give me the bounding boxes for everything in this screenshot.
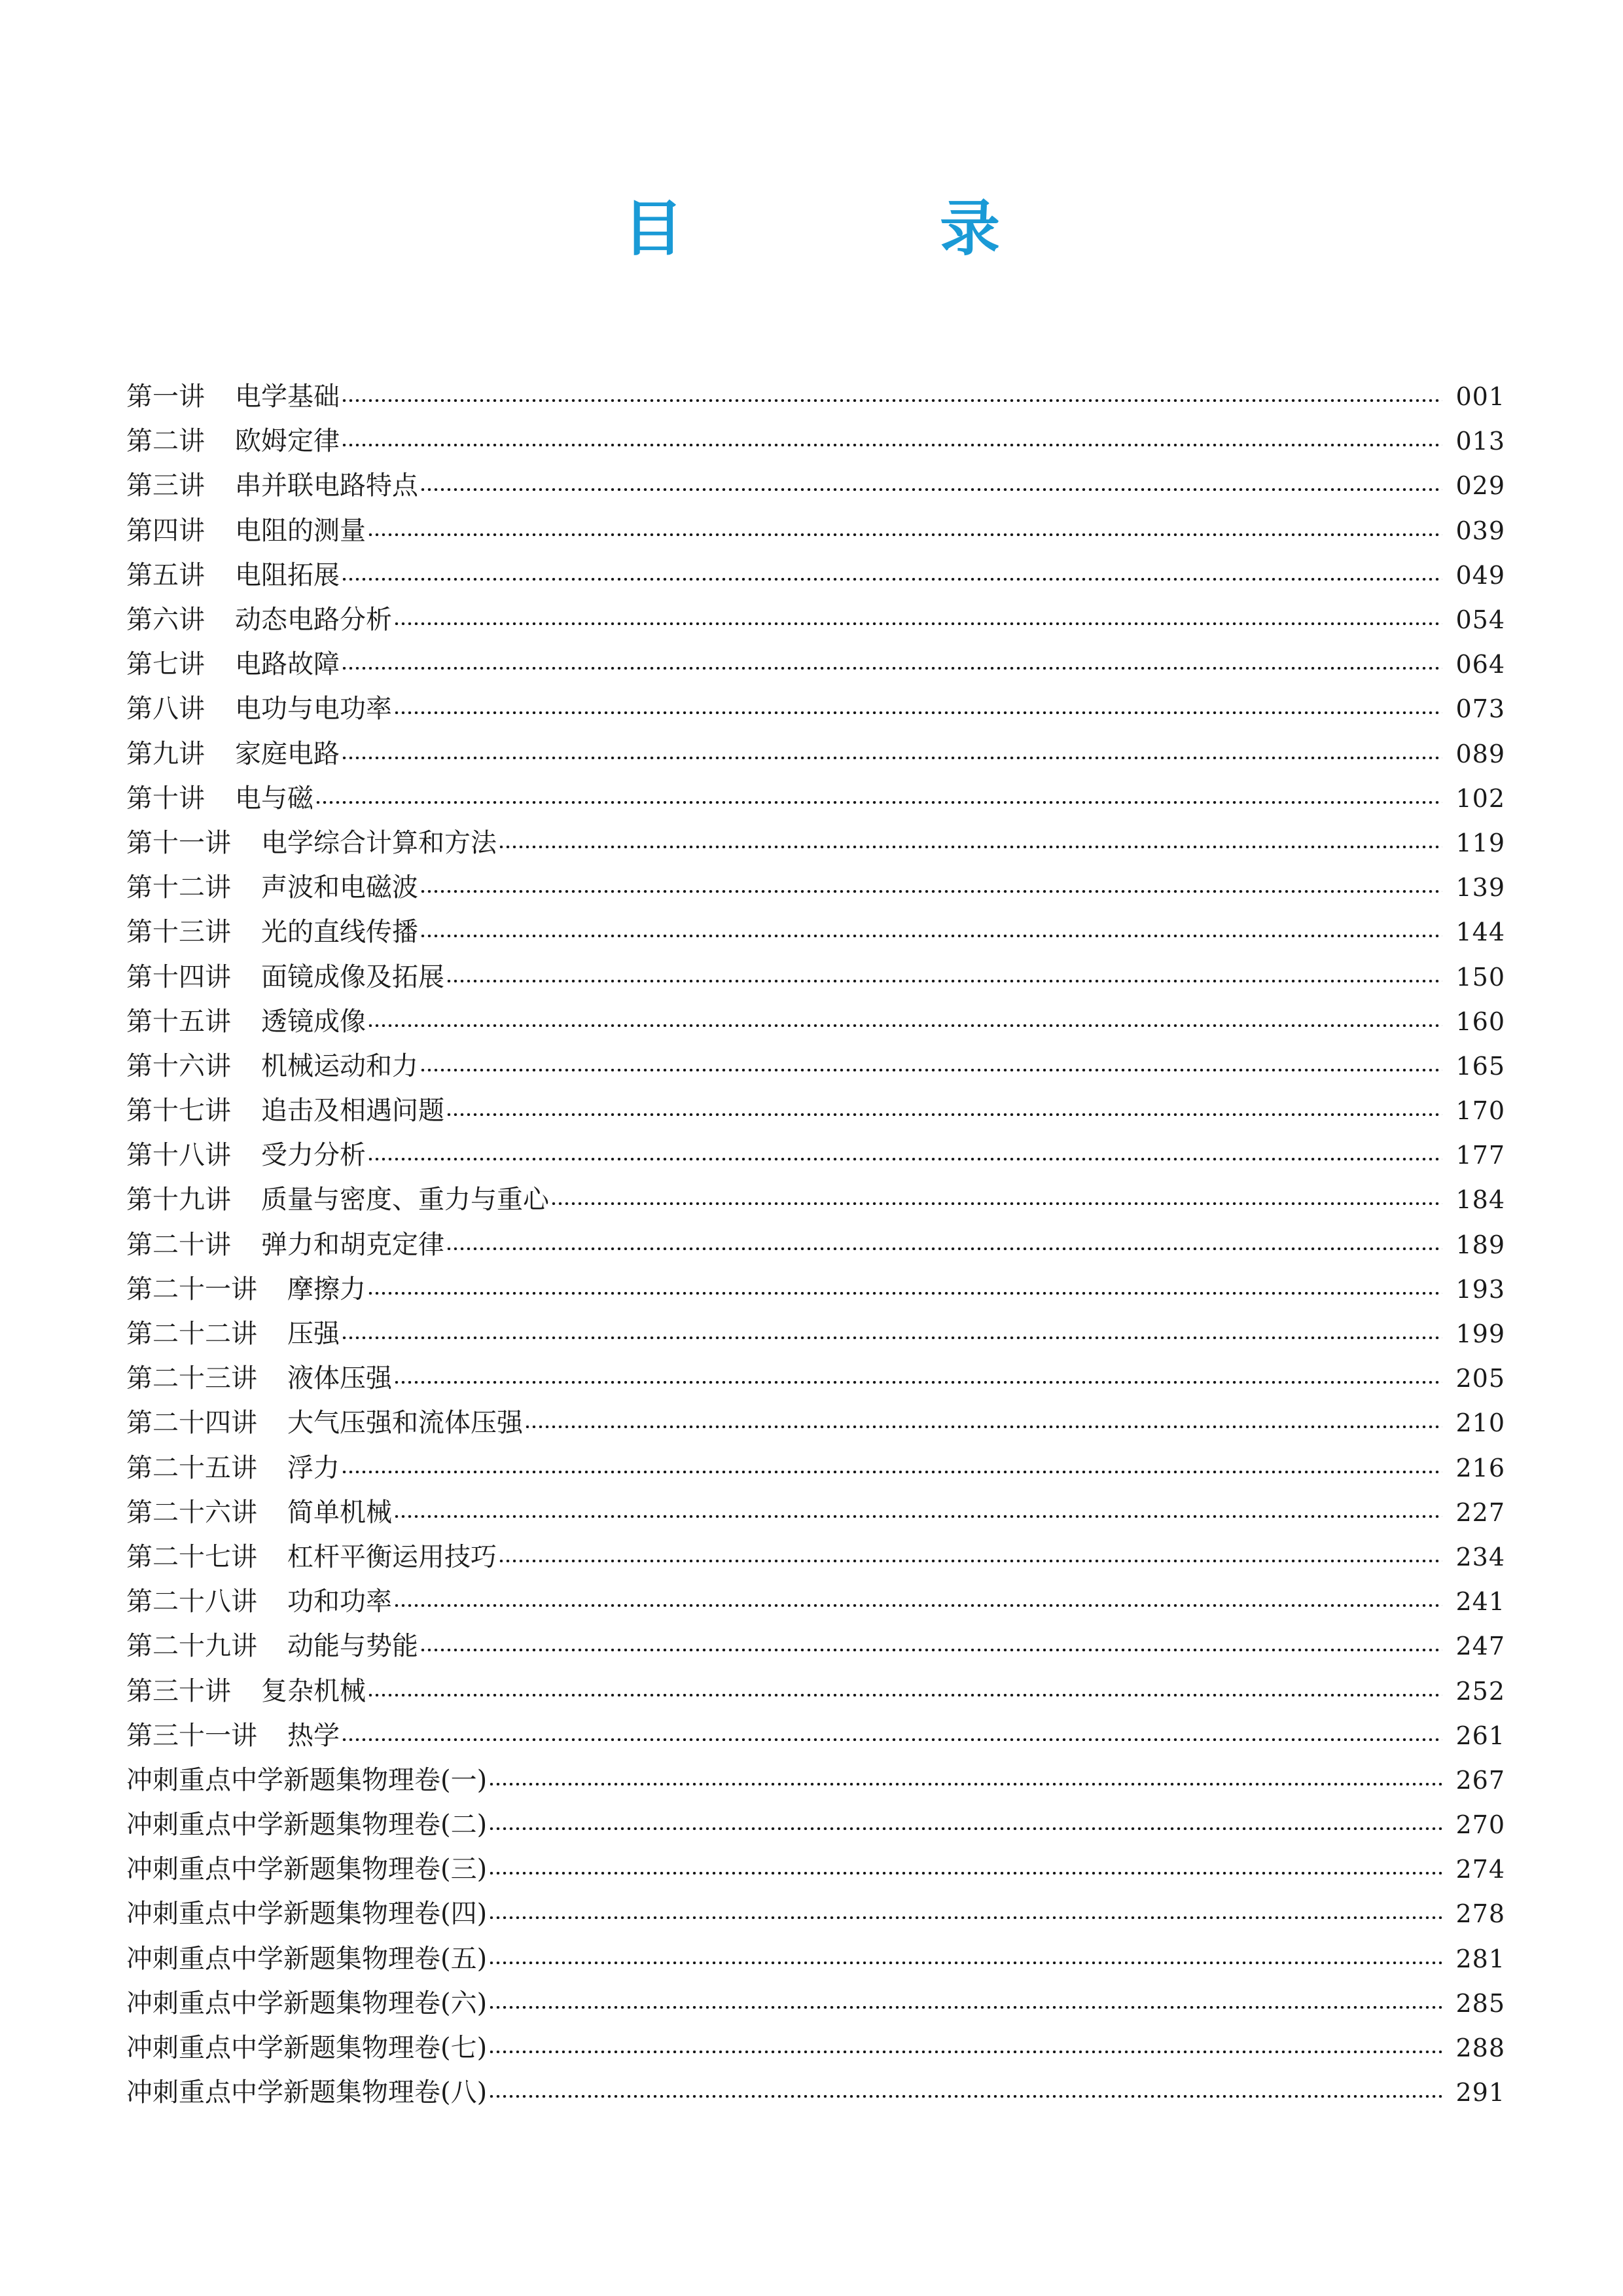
toc-entry[interactable] xyxy=(126,374,1505,419)
toc-entry[interactable] xyxy=(126,553,1505,598)
toc-entry-number: 第四讲 xyxy=(126,515,205,546)
dot-leader xyxy=(367,533,1442,536)
toc-entry-title: 冲刺重点中学新题集物理卷(四) xyxy=(126,1899,488,1929)
toc-entry-number: 第十三讲 xyxy=(126,917,231,948)
toc-entry-page-number: 205 xyxy=(1455,1364,1505,1393)
toc-entry-number: 第七讲 xyxy=(126,649,205,680)
dot-leader xyxy=(419,488,1442,491)
toc-entry-title: 电学综合计算和方法 xyxy=(261,827,497,858)
toc-entry[interactable] xyxy=(126,1044,1505,1088)
toc-entry[interactable] xyxy=(126,1177,1505,1222)
toc-entry-page-number: 073 xyxy=(1455,694,1505,724)
toc-entry-number: 第九讲 xyxy=(126,738,205,769)
toc-entry[interactable] xyxy=(126,2070,1505,2115)
toc-entry-number: 第十七讲 xyxy=(126,1096,231,1126)
toc-entry[interactable] xyxy=(126,1892,1505,1936)
toc-entry[interactable] xyxy=(126,1490,1505,1535)
toc-entry[interactable] xyxy=(126,1356,1505,1401)
toc-entry-number: 第一讲 xyxy=(126,382,205,412)
toc-entry-title: 弹力和胡克定律 xyxy=(261,1229,444,1260)
dot-leader xyxy=(419,1649,1442,1651)
toc-entry-page-number: 234 xyxy=(1455,1542,1505,1571)
toc-entry-number: 第十二讲 xyxy=(126,872,231,903)
dot-leader xyxy=(393,1381,1442,1384)
toc-entry-title: 浮力 xyxy=(287,1452,340,1483)
toc-entry-title: 电功与电功率 xyxy=(235,694,392,725)
toc-entry[interactable] xyxy=(126,687,1505,731)
toc-entry-number: 第二讲 xyxy=(126,426,205,457)
toc-entry[interactable] xyxy=(126,910,1505,954)
toc-entry-title: 电学基础 xyxy=(235,382,340,412)
toc-entry-page-number: 049 xyxy=(1455,560,1505,590)
toc-entry[interactable] xyxy=(126,1937,1505,1981)
toc-entry-number: 第十九讲 xyxy=(126,1185,231,1215)
dot-leader xyxy=(341,444,1442,446)
dot-leader xyxy=(393,1604,1442,1607)
toc-entry[interactable] xyxy=(126,776,1505,821)
toc-entry-number: 第十六讲 xyxy=(126,1050,231,1081)
toc-entry-page-number: 119 xyxy=(1455,828,1505,857)
toc-entry-number: 第十四讲 xyxy=(126,961,231,992)
toc-entry[interactable] xyxy=(126,509,1505,553)
toc-entry-number: 第二十三讲 xyxy=(126,1363,257,1394)
toc-entry-number: 第二十讲 xyxy=(126,1229,231,1260)
toc-entry-number: 第二十九讲 xyxy=(126,1631,257,1662)
toc-entry-number: 第十讲 xyxy=(126,783,205,814)
toc-entry-title: 电阻的测量 xyxy=(235,515,366,546)
toc-entry-page-number: 177 xyxy=(1455,1141,1505,1170)
dot-leader xyxy=(393,622,1442,625)
toc-entry-page-number: 001 xyxy=(1455,382,1505,412)
toc-entry-title: 冲刺重点中学新题集物理卷(八) xyxy=(126,2077,488,2108)
toc-entry-title: 冲刺重点中学新题集物理卷(五) xyxy=(126,1943,488,1974)
toc-entry-page-number: 247 xyxy=(1455,1632,1505,1661)
toc-entry-number: 第十一讲 xyxy=(126,827,231,858)
toc-entry-page-number: 165 xyxy=(1455,1051,1505,1081)
toc-entry-page-number: 227 xyxy=(1455,1498,1505,1527)
toc-entry-page-number: 054 xyxy=(1455,605,1505,635)
toc-entry-page-number: 252 xyxy=(1455,1676,1505,1706)
toc-entry[interactable] xyxy=(126,1758,1505,1803)
dot-leader xyxy=(341,578,1442,581)
toc-entry[interactable] xyxy=(126,598,1505,642)
toc-entry-page-number: 184 xyxy=(1455,1185,1505,1215)
dot-leader xyxy=(367,1694,1442,1696)
toc-entry-page-number: 089 xyxy=(1455,739,1505,768)
dot-leader xyxy=(498,1560,1442,1562)
dot-leader xyxy=(498,846,1442,848)
toc-entry-page-number: 139 xyxy=(1455,873,1505,903)
toc-entry-page-number: 270 xyxy=(1455,1810,1505,1840)
toc-entry-title: 机械运动和力 xyxy=(261,1050,418,1081)
toc-entry-page-number: 285 xyxy=(1455,1988,1505,2018)
dot-leader xyxy=(550,1202,1442,1205)
toc-entry-page-number: 029 xyxy=(1455,471,1505,501)
dot-leader xyxy=(488,1916,1442,1919)
toc-entry-page-number: 261 xyxy=(1455,1721,1505,1750)
toc-entry[interactable] xyxy=(126,463,1505,508)
toc-entry-number: 第三十一讲 xyxy=(126,1720,257,1751)
dot-leader xyxy=(393,711,1442,714)
toc-entry[interactable] xyxy=(126,1446,1505,1490)
toc-entry-page-number: 267 xyxy=(1455,1765,1505,1795)
dot-leader xyxy=(488,2051,1442,2053)
toc-entry-title: 复杂机械 xyxy=(261,1676,366,1706)
dot-leader xyxy=(488,1962,1442,1964)
toc-entry-page-number: 189 xyxy=(1455,1230,1505,1259)
dot-leader xyxy=(419,935,1442,937)
toc-entry-title: 质量与密度、重力与重心 xyxy=(261,1185,549,1215)
dot-leader xyxy=(419,1069,1442,1071)
toc-entry-number: 第八讲 xyxy=(126,694,205,725)
dot-leader xyxy=(341,1738,1442,1741)
dot-leader xyxy=(341,1471,1442,1473)
toc-entry-title: 动态电路分析 xyxy=(235,605,392,636)
toc-entry-page-number: 193 xyxy=(1455,1274,1505,1304)
toc-entry-page-number: 216 xyxy=(1455,1453,1505,1482)
toc-entry-title: 声波和电磁波 xyxy=(261,872,418,903)
toc-entry-title: 冲刺重点中学新题集物理卷(三) xyxy=(126,1854,488,1885)
dot-leader xyxy=(488,1783,1442,1785)
toc-entry-page-number: 013 xyxy=(1455,427,1505,456)
dot-leader xyxy=(446,1113,1442,1116)
toc-entry-page-number: 278 xyxy=(1455,1899,1505,1929)
toc-entry-title: 功和功率 xyxy=(287,1587,392,1617)
toc-entry-number: 第二十六讲 xyxy=(126,1497,257,1528)
dot-leader xyxy=(524,1426,1442,1428)
toc-entry-page-number: 170 xyxy=(1455,1096,1505,1126)
toc-entry-page-number: 160 xyxy=(1455,1007,1505,1036)
toc-entry-number: 第二十八讲 xyxy=(126,1587,257,1617)
toc-entry-title: 串并联电路特点 xyxy=(235,471,418,501)
dot-leader xyxy=(341,667,1442,670)
toc-entry-title: 电与磁 xyxy=(235,783,313,814)
toc-entry-title: 大气压强和流体压强 xyxy=(287,1408,523,1439)
dot-leader xyxy=(393,1515,1442,1518)
toc-entry[interactable] xyxy=(126,821,1505,865)
toc-entry-title: 冲刺重点中学新题集物理卷(六) xyxy=(126,1988,488,2018)
toc-entry[interactable] xyxy=(126,1981,1505,2026)
toc-entry[interactable] xyxy=(126,1668,1505,1713)
dot-leader xyxy=(488,2006,1442,2009)
dot-leader xyxy=(367,1158,1442,1160)
dot-leader xyxy=(446,1247,1442,1250)
toc-entry-page-number: 281 xyxy=(1455,1944,1505,1973)
dot-leader xyxy=(367,1292,1442,1295)
toc-entry-page-number: 288 xyxy=(1455,2034,1505,2063)
toc-entry-title: 液体压强 xyxy=(287,1363,392,1394)
toc-entry-title: 热学 xyxy=(287,1720,340,1751)
dot-leader xyxy=(341,399,1442,402)
toc-entry-page-number: 064 xyxy=(1455,650,1505,679)
toc-entry-number: 第二十七讲 xyxy=(126,1541,257,1572)
dot-leader xyxy=(488,2095,1442,2098)
toc-entry-number: 第二十一讲 xyxy=(126,1274,257,1304)
toc-entry-page-number: 241 xyxy=(1455,1587,1505,1617)
toc-entry-number: 第十八讲 xyxy=(126,1140,231,1171)
toc-entry[interactable] xyxy=(126,732,1505,776)
toc-entry-number: 第二十四讲 xyxy=(126,1408,257,1439)
toc-entry-number: 第三讲 xyxy=(126,471,205,501)
toc-entry-title: 冲刺重点中学新题集物理卷(七) xyxy=(126,2033,488,2064)
toc-entry[interactable] xyxy=(126,1624,1505,1668)
toc-entry[interactable] xyxy=(126,1579,1505,1624)
toc-entry[interactable] xyxy=(126,419,1505,463)
toc-entry-title: 受力分析 xyxy=(261,1140,366,1171)
table-of-contents xyxy=(126,374,1505,2115)
dot-leader xyxy=(446,980,1442,982)
toc-entry-title: 电路故障 xyxy=(235,649,340,680)
toc-entry-page-number: 102 xyxy=(1455,783,1505,813)
toc-entry-number: 第六讲 xyxy=(126,605,205,636)
dot-leader xyxy=(341,1336,1442,1339)
toc-entry[interactable] xyxy=(126,1713,1505,1758)
toc-entry-title: 冲刺重点中学新题集物理卷(二) xyxy=(126,1810,488,1840)
toc-entry[interactable] xyxy=(126,2026,1505,2070)
toc-entry[interactable] xyxy=(126,954,1505,999)
toc-entry-number: 第二十五讲 xyxy=(126,1452,257,1483)
toc-entry-title: 压强 xyxy=(287,1319,340,1350)
toc-entry-number: 第十五讲 xyxy=(126,1006,231,1037)
toc-entry[interactable] xyxy=(126,1535,1505,1579)
dot-leader xyxy=(367,1024,1442,1027)
toc-entry-page-number: 039 xyxy=(1455,516,1505,545)
toc-entry-page-number: 291 xyxy=(1455,2078,1505,2108)
toc-entry-title: 欧姆定律 xyxy=(235,426,340,457)
toc-entry-number: 第五讲 xyxy=(126,560,205,590)
dot-leader xyxy=(488,1827,1442,1830)
toc-entry[interactable] xyxy=(126,1803,1505,1847)
toc-entry-page-number: 199 xyxy=(1455,1319,1505,1349)
toc-entry-title: 透镜成像 xyxy=(261,1006,366,1037)
toc-entry-title: 动能与势能 xyxy=(287,1631,418,1662)
toc-entry-page-number: 274 xyxy=(1455,1855,1505,1884)
toc-entry-title: 面镜成像及拓展 xyxy=(261,961,444,992)
toc-entry[interactable] xyxy=(126,1133,1505,1177)
toc-entry[interactable] xyxy=(126,1312,1505,1356)
page-title: 目 录 xyxy=(622,194,1098,264)
toc-entry-number: 第三十讲 xyxy=(126,1676,231,1706)
toc-entry[interactable] xyxy=(126,865,1505,910)
toc-entry-title: 电阻拓展 xyxy=(235,560,340,590)
dot-leader xyxy=(488,1872,1442,1874)
toc-entry-title: 光的直线传播 xyxy=(261,917,418,948)
toc-entry-title: 摩擦力 xyxy=(287,1274,366,1304)
toc-entry[interactable] xyxy=(126,1267,1505,1312)
toc-entry[interactable] xyxy=(126,1847,1505,1892)
toc-entry[interactable] xyxy=(126,999,1505,1044)
toc-entry[interactable] xyxy=(126,1088,1505,1133)
toc-entry-title: 家庭电路 xyxy=(235,738,340,769)
toc-entry-title: 冲刺重点中学新题集物理卷(一) xyxy=(126,1765,488,1795)
toc-entry[interactable] xyxy=(126,1401,1505,1445)
toc-entry-title: 简单机械 xyxy=(287,1497,392,1528)
dot-leader xyxy=(419,890,1442,893)
toc-entry[interactable] xyxy=(126,642,1505,687)
toc-entry-page-number: 144 xyxy=(1455,918,1505,947)
toc-entry-number: 第二十二讲 xyxy=(126,1319,257,1350)
dot-leader xyxy=(341,757,1442,759)
dot-leader xyxy=(315,801,1442,804)
toc-entry-title: 杠杆平衡运用技巧 xyxy=(287,1541,497,1572)
toc-entry-page-number: 150 xyxy=(1455,962,1505,992)
toc-entry[interactable] xyxy=(126,1223,1505,1267)
toc-entry-page-number: 210 xyxy=(1455,1408,1505,1438)
toc-entry-title: 追击及相遇问题 xyxy=(261,1096,444,1126)
